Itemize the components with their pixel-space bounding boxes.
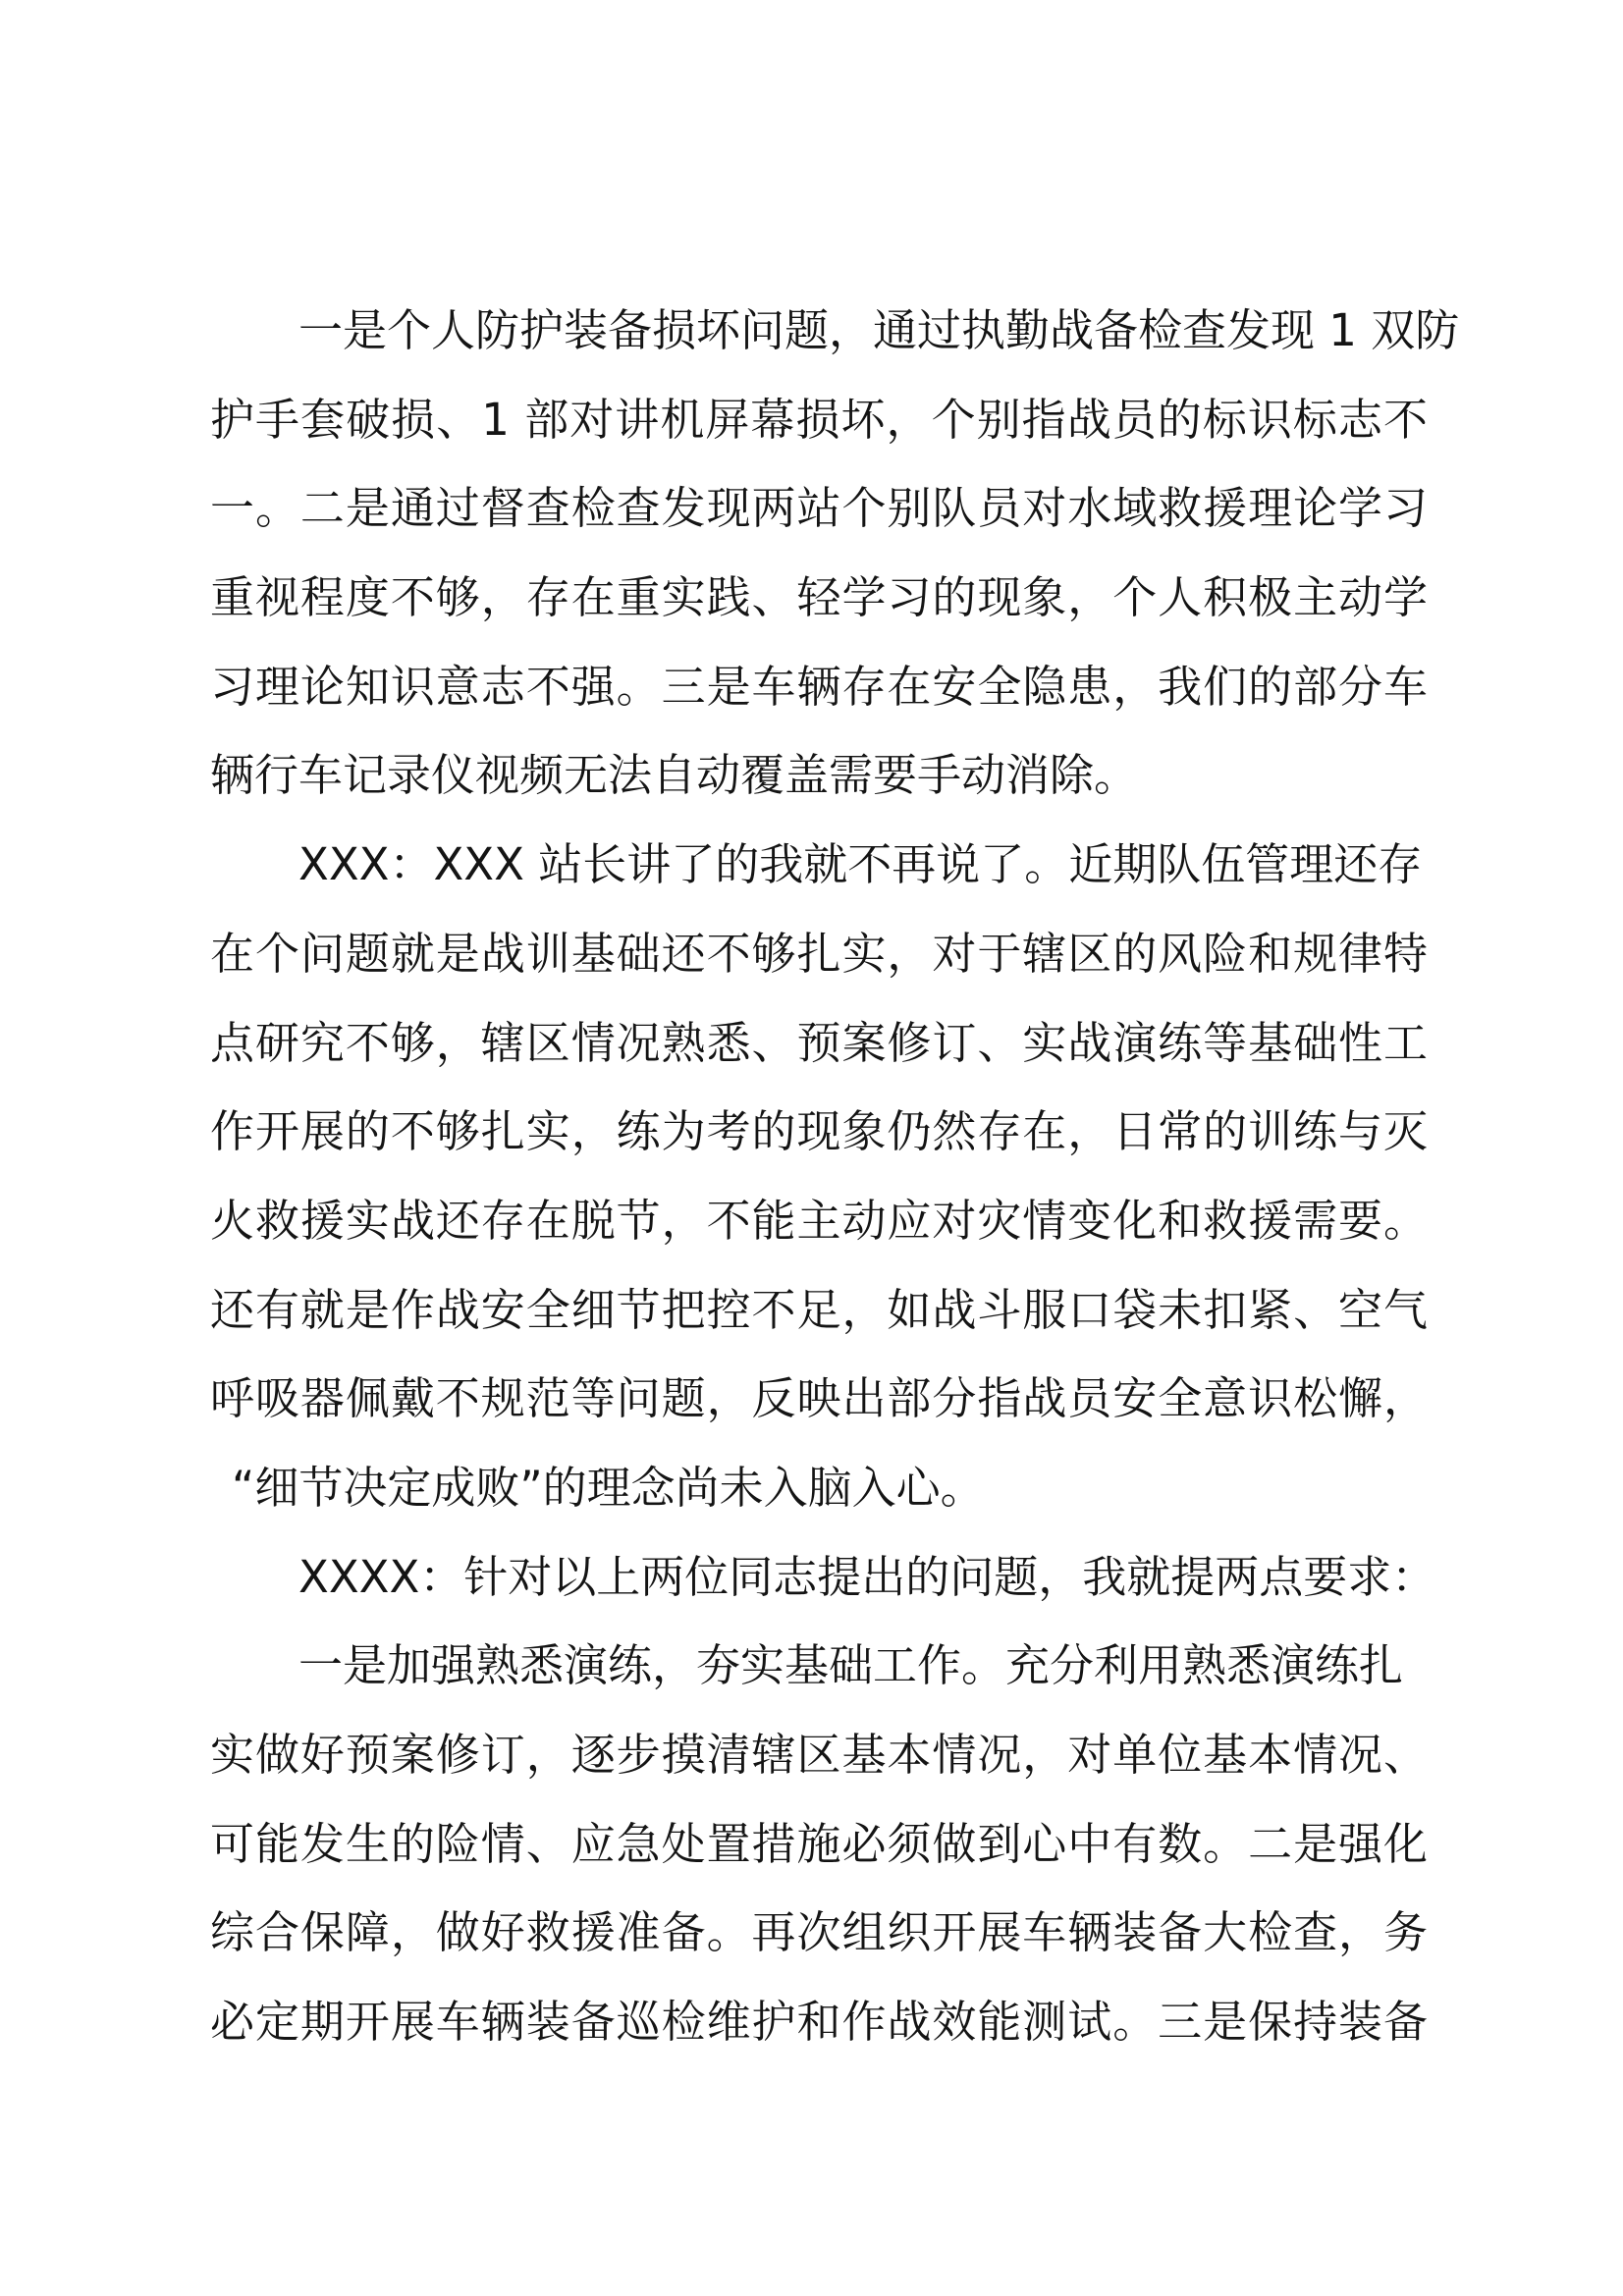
paragraph-line: XXX：XXX 站长讲了的我就不再说了。近期队伍管理还存 — [298, 838, 1423, 891]
paragraph-line: 作开展的不够扎实，练为考的现象仍然存在，日常的训练与灭 — [210, 1105, 1428, 1158]
paragraph-line: 一是个人防护装备损坏问题，通过执勤战备检查发现 1 双防 — [298, 304, 1460, 356]
paragraph-line: 点研究不够，辖区情况熟悉、预案修订、实战演练等基础性工 — [210, 1016, 1428, 1069]
paragraph-line: XXXX：针对以上两位同志提出的问题，我就提两点要求： — [298, 1550, 1436, 1603]
paragraph-line: “细节决定成败”的理念尚未入脑入心。 — [232, 1461, 985, 1514]
paragraph-line: 在个问题就是战训基础还不够扎实，对于辖区的风险和规律特 — [210, 927, 1428, 980]
paragraph-line: 综合保障，做好救援准备。再次组织开展车辆装备大检查，务 — [210, 1906, 1428, 1959]
paragraph-line: 一是加强熟悉演练，夯实基础工作。充分利用熟悉演练扎 — [298, 1639, 1404, 1692]
paragraph-line: 实做好预案修订，逐步摸清辖区基本情况，对单位基本情况、 — [210, 1729, 1428, 1781]
paragraph-line: 呼吸器佩戴不规范等问题，反映出部分指战员安全意识松懈， — [210, 1372, 1428, 1425]
paragraph-line: 重视程度不够，存在重实践、轻学习的现象，个人积极主动学 — [210, 571, 1428, 624]
paragraph-line: 一。二是通过督查检查发现两站个别队员对水域救援理论学习 — [210, 482, 1428, 535]
paragraph-line: 还有就是作战安全细节把控不足，如战斗服口袋未扣紧、空气 — [210, 1283, 1428, 1336]
document-body — [210, 287, 1460, 2067]
paragraph-line: 可能发生的险情、应急处置措施必须做到心中有数。二是强化 — [210, 1817, 1428, 1870]
paragraph-line: 辆行车记录仪视频无法自动覆盖需要手动消除。 — [210, 749, 1139, 802]
paragraph-line: 必定期开展车辆装备巡检维护和作战效能测试。三是保持装备 — [210, 1996, 1428, 2049]
paragraph-line: 护手套破损、1 部对讲机屏幕损坏，个别指战员的标识标志不 — [210, 393, 1428, 446]
paragraph-line: 习理论知识意志不强。三是车辆存在安全隐患，我们的部分车 — [210, 660, 1428, 713]
paragraph-line: 火救援实战还存在脱节，不能主动应对灾情变化和救援需要。 — [210, 1194, 1428, 1247]
